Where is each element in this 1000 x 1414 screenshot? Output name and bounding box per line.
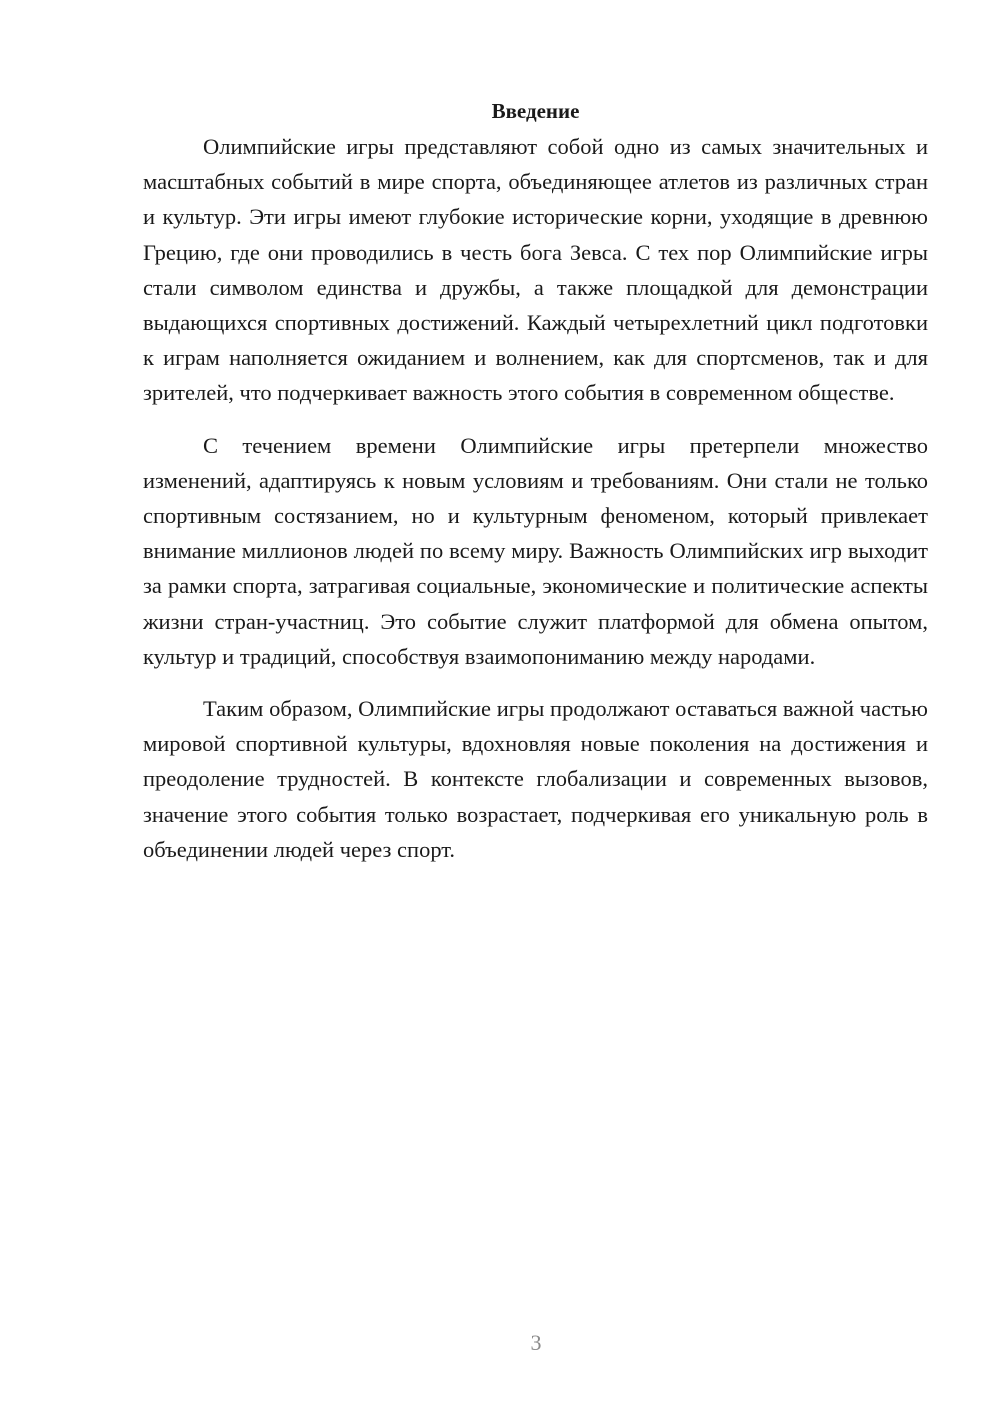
page-content [143,94,928,884]
paragraph-2: С течением времени Олимпийские игры претерпели множество изменений, адаптируясь к новым условиям и требованиям. Они стали не только спортивным состязанием, но и культурным феноменом, который привлекает внимание миллионов людей по всему миру. Важность Олимпийских игр выходит за рамки спорта, затрагивая социальные, экономические и политические аспекты жизни стран-участниц. Это событие служит платформой для обмена опытом, культур и традиций, способствуя взаимопониманию между народами. [143,432,928,669]
paragraph-3: Таким образом, Олимпийские игры продолжают оставаться важной частью мировой спортивной культуры, вдохновляя новые поколения на достижения и преодоление трудностей. В контексте глобализации и современных вызовов, значение этого события только возрастает, подчеркивая его уникальную роль в объединении людей через спорт. [143,696,928,862]
paragraph-1: Олимпийские игры представляют собой одно из самых значительных и масштабных событий в мире спорта, объединяющее атлетов из различных стран и культур. Эти игры имеют глубокие исторические корни, уходящие в древнюю Грецию, где они проводились в честь бога Зевса. С тех пор Олимпийские игры стали символом единства и дружбы, а также площадкой для демонстрации выдающихся спортивных достижений. Каждый четырехлетний цикл подготовки к играм наполняется ожиданием и волнением, как для спортсменов, так и для зрителей, что подчеркивает важность этого события в современном обществе. [143,134,928,406]
page-number: 3 [530,1330,542,1355]
section-heading: Введение [491,99,580,123]
